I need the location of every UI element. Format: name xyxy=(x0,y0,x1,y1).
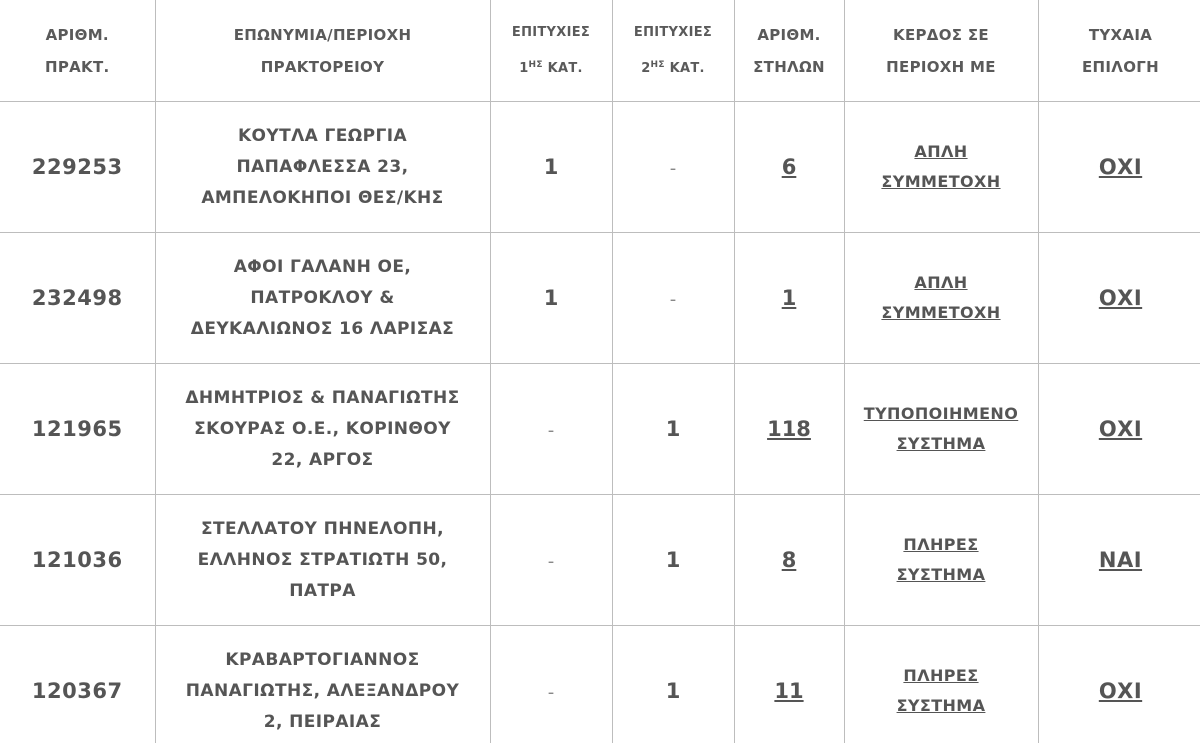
agency-name-line: ΚΡΑΒΑΡΤΟΓΙΑΝΝΟΣ xyxy=(225,649,420,670)
agency-address-line: ΠΑΝΑΓΙΩΤΗΣ, ΑΛΕΞΑΝΔΡΟΥ xyxy=(185,680,460,701)
agency-city-line: 22, ΑΡΓΟΣ xyxy=(271,449,374,470)
profit-type-line-2: ΣΥΜΜΕΤΟΧΗ xyxy=(881,172,1001,191)
profit-type-line-2: ΣΥΜΜΕΤΟΧΗ xyxy=(881,303,1001,322)
agency-code-cell: 120367 xyxy=(0,626,155,743)
random-selection-link[interactable]: ΟΧΙ xyxy=(1098,286,1143,310)
agency-code-cell: 232498 xyxy=(0,233,155,364)
random-selection-cell xyxy=(1038,495,1200,626)
profit-type-link[interactable] xyxy=(881,268,1000,328)
first-category-wins-value: - xyxy=(547,420,555,441)
header-second-category-line-2 xyxy=(613,49,734,85)
header-first-category-line-2 xyxy=(491,49,612,85)
second-category-wins-value: - xyxy=(669,289,677,310)
random-selection-link[interactable]: ΟΧΙ xyxy=(1098,417,1143,441)
agency-address-line: ΠΑΤΡΟΚΛΟΥ & xyxy=(250,287,395,308)
header-profit-line-1: ΚΕΡΔΟΣ ΣΕ xyxy=(893,25,989,44)
header-second-category-line-1: ΕΠΙΤΥΧΙΕΣ xyxy=(633,24,713,40)
header-columns-count xyxy=(734,0,844,102)
agency-code-cell: 121965 xyxy=(0,364,155,495)
header-agency-name-area xyxy=(155,0,490,102)
header-second-category-wins xyxy=(612,0,734,102)
header-agency-code xyxy=(0,0,155,102)
first-category-wins-cell: 1 xyxy=(490,233,612,364)
header-second-category-suffix: ΗΣ xyxy=(650,59,665,70)
columns-count-cell xyxy=(734,233,844,364)
profit-type-cell xyxy=(844,102,1038,233)
table-row xyxy=(0,102,1200,233)
agency-city-line: ΑΜΠΕΛΟΚΗΠΟΙ ΘΕΣ/ΚΗΣ xyxy=(201,187,444,208)
first-category-wins-cell xyxy=(490,626,612,743)
table-row xyxy=(0,233,1200,364)
agency-name-cell xyxy=(155,364,490,495)
profit-type-line-2: ΣΥΣΤΗΜΑ xyxy=(896,434,986,453)
first-category-wins-value: - xyxy=(547,682,555,704)
profit-type-line-1: ΑΠΛΗ xyxy=(914,273,968,292)
header-first-category-kat: ΚΑΤ. xyxy=(547,60,583,76)
random-selection-link[interactable]: ΟΧΙ xyxy=(1098,155,1143,179)
header-agency-name-line-2: ΠΡΑΚΤΟΡΕΙΟΥ xyxy=(260,57,385,76)
profit-type-line-2: ΣΥΣΤΗΜΑ xyxy=(896,696,986,716)
random-selection-cell xyxy=(1038,102,1200,233)
second-category-wins-value: - xyxy=(669,158,677,179)
profit-type-link[interactable] xyxy=(897,661,986,721)
agency-name-line: ΚΟΥΤΛΑ ΓΕΩΡΓΙΑ xyxy=(237,125,408,146)
second-category-wins-cell xyxy=(612,233,734,364)
header-random-line-1: ΤΥΧΑΙΑ xyxy=(1088,25,1153,44)
header-agency-code-line-1: ΑΡΙΘΜ. xyxy=(45,25,109,44)
agency-code-cell: 229253 xyxy=(0,102,155,233)
agency-name-cell xyxy=(155,102,490,233)
profit-type-cell xyxy=(844,495,1038,626)
columns-count-link[interactable]: 8 xyxy=(781,548,797,572)
columns-count-link[interactable]: 11 xyxy=(774,679,804,704)
profit-type-line-1: ΤΥΠΟΠΟΙΗΜΕΝΟ xyxy=(863,404,1019,423)
profit-type-line-1: ΑΠΛΗ xyxy=(914,142,968,161)
header-second-category-number: 2 xyxy=(641,60,651,76)
table-row xyxy=(0,364,1200,495)
columns-count-link[interactable]: 6 xyxy=(781,155,797,179)
random-selection-cell xyxy=(1038,626,1200,743)
first-category-wins-cell xyxy=(490,364,612,495)
table-row xyxy=(0,495,1200,626)
agency-address-line: ΠΑΠΑΦΛΕΣΣΑ 23, xyxy=(236,156,409,177)
header-second-category-kat: ΚΑΤ. xyxy=(669,60,705,76)
header-first-category-suffix: ΗΣ xyxy=(528,59,543,70)
columns-count-link[interactable]: 118 xyxy=(767,417,811,441)
random-selection-link[interactable]: ΟΧΙ xyxy=(1098,679,1143,704)
profit-type-link[interactable] xyxy=(881,137,1000,197)
agency-name-line: ΑΦΟΙ ΓΑΛΑΝΗ ΟΕ, xyxy=(233,256,412,277)
header-agency-code-line-2: ΠΡΑΚΤ. xyxy=(44,57,110,76)
first-category-wins-value: - xyxy=(547,551,555,572)
agency-code-cell: 121036 xyxy=(0,495,155,626)
random-selection-link[interactable]: ΝΑΙ xyxy=(1098,548,1143,572)
table-header-row xyxy=(0,0,1200,102)
first-category-wins-cell: 1 xyxy=(490,102,612,233)
columns-count-cell xyxy=(734,495,844,626)
profit-type-line-1: ΠΛΗΡΕΣ xyxy=(903,666,979,686)
profit-type-link[interactable] xyxy=(864,399,1018,459)
header-columns-line-1: ΑΡΙΘΜ. xyxy=(757,25,821,44)
profit-type-cell xyxy=(844,626,1038,743)
table-row xyxy=(0,626,1200,743)
header-profit-type xyxy=(844,0,1038,102)
agency-name-cell xyxy=(155,233,490,364)
header-random-line-2: ΕΠΙΛΟΓΗ xyxy=(1082,57,1159,76)
agency-name-line: ΣΤΕΛΛΑΤΟΥ ΠΗΝΕΛΟΠΗ, xyxy=(201,518,444,539)
second-category-wins-cell: 1 xyxy=(612,626,734,743)
profit-type-link[interactable] xyxy=(897,530,986,590)
header-first-category-number: 1 xyxy=(519,60,529,76)
agency-name-line: ΔΗΜΗΤΡΙΟΣ & ΠΑΝΑΓΙΩΤΗΣ xyxy=(185,387,460,408)
second-category-wins-cell: 1 xyxy=(612,364,734,495)
header-columns-line-2: ΣΤΗΛΩΝ xyxy=(753,57,825,76)
header-random-selection xyxy=(1038,0,1200,102)
agency-address-line: ΕΛΛΗΝΟΣ ΣΤΡΑΤΙΩΤΗ 50, xyxy=(197,549,448,570)
agency-city-line: 2, ΠΕΙΡΑΙΑΣ xyxy=(263,711,382,732)
header-first-category-line-1: ΕΠΙΤΥΧΙΕΣ xyxy=(511,24,591,40)
agency-name-cell xyxy=(155,495,490,626)
agency-city-line: ΠΑΤΡΑ xyxy=(289,580,356,601)
agency-address-line: ΣΚΟΥΡΑΣ Ο.Ε., ΚΟΡΙΝΘΟΥ xyxy=(194,418,451,439)
second-category-wins-cell: 1 xyxy=(612,495,734,626)
columns-count-cell xyxy=(734,626,844,743)
random-selection-cell xyxy=(1038,364,1200,495)
header-first-category-wins xyxy=(490,0,612,102)
random-selection-cell xyxy=(1038,233,1200,364)
first-category-wins-cell xyxy=(490,495,612,626)
profit-type-cell xyxy=(844,364,1038,495)
header-agency-name-line-1: ΕΠΩΝΥΜΙΑ/ΠΕΡΙΟΧΗ xyxy=(233,25,412,44)
profit-type-cell xyxy=(844,233,1038,364)
profit-type-line-1: ΠΛΗΡΕΣ xyxy=(903,535,979,554)
columns-count-link[interactable]: 1 xyxy=(781,286,797,310)
columns-count-cell xyxy=(734,364,844,495)
header-profit-line-2: ΠΕΡΙΟΧΗ ΜΕ xyxy=(886,57,996,76)
columns-count-cell xyxy=(734,102,844,233)
profit-type-line-2: ΣΥΣΤΗΜΑ xyxy=(896,565,986,584)
agency-city-line: ΔΕΥΚΑΛΙΩΝΟΣ 16 ΛΑΡΙΣΑΣ xyxy=(190,318,455,339)
agency-name-cell xyxy=(155,626,490,743)
second-category-wins-cell xyxy=(612,102,734,233)
